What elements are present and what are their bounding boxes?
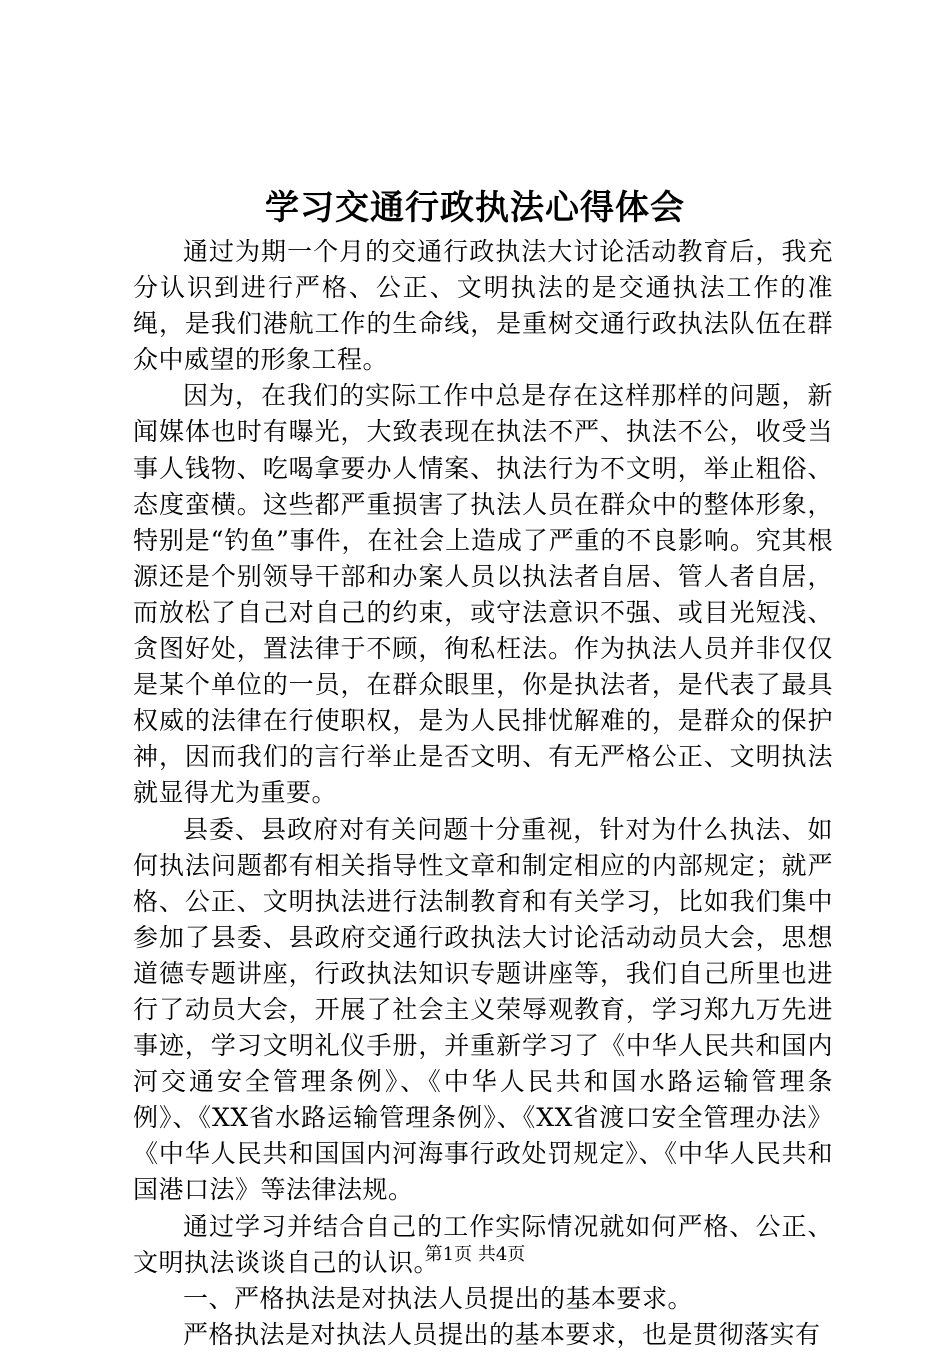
page-title: 学习交通行政执法心得体会 xyxy=(265,188,685,228)
document-body xyxy=(133,234,833,1353)
paragraph: 严格执法是对执法人员提出的基本要求，也是贯彻落实有 xyxy=(183,1319,821,1349)
paragraph: 通过学习并结合自己的工作实际情况就如何严格、公正、文明执法谈谈自己的认识。 xyxy=(133,1211,833,1277)
paragraph: 县委、县政府对有关问题十分重视，针对为什么执法、如何执法问题都有相关指导性文章和制定相应的内部规定；就严格、公正、文明执法进行法制教育和有关学习，比如我们集中参加了县委、县政府交通行政执法大讨论活动动员大会，思想道德专题讲座，行政执法知识专题讲座等，我们自己所里也进行了动员大会，开展了社会主义荣辱观教育，学习郑九万先进事迹，学习文明礼仪手册，并重新学习了《中华人民共和国内河交通安全管理条例》、《中华人民共和国水路运输管理条例》、《XX省水路运输管理条例》、《XX省渡口安全管理办法》《中华人民共和国国内河海事行政处罚规定》、《中华人民共和国港口法》等法律法规。 xyxy=(133,814,833,1205)
paragraph: 因为，在我们的实际工作中总是存在这样那样的问题，新闻媒体也时有曝光，大致表现在执法不严、执法不公，收受当事人钱物、吃喝拿要办人情案、执法行为不文明，举止粗俗、态度蛮横。这些都严重损害了执法人员在群众中的整体形象，特别是“钓鱼”事件，在社会上造成了严重的不良影响。究其根源还是个别领导干部和办案人员以执法者自居、管人者自居，而放松了自己对自己的约束，或守法意识不强、或目光短浅、贪图好处，置法律于不顾，徇私枉法。作为执法人员并非仅仅是某个单位的一员，在群众眼里，你是执法者，是代表了最具权威的法律在行使职权，是为人民排忧解难的，是群众的保护神，因而我们的言行举止是否文明、有无严格公正、文明执法就显得尤为重要。 xyxy=(133,381,833,808)
section-heading: 一、严格执法是对执法人员提出的基本要求。 xyxy=(183,1283,694,1313)
paragraph: 通过为期一个月的交通行政执法大讨论活动教育后，我充分认识到进行严格、公正、文明执法的是交通执法工作的准绳，是我们港航工作的生命线，是重树交通行政执法队伍在群众中威望的形象工程。 xyxy=(133,237,833,375)
page-number-footer: 第1页 共4页 xyxy=(424,1244,526,1265)
